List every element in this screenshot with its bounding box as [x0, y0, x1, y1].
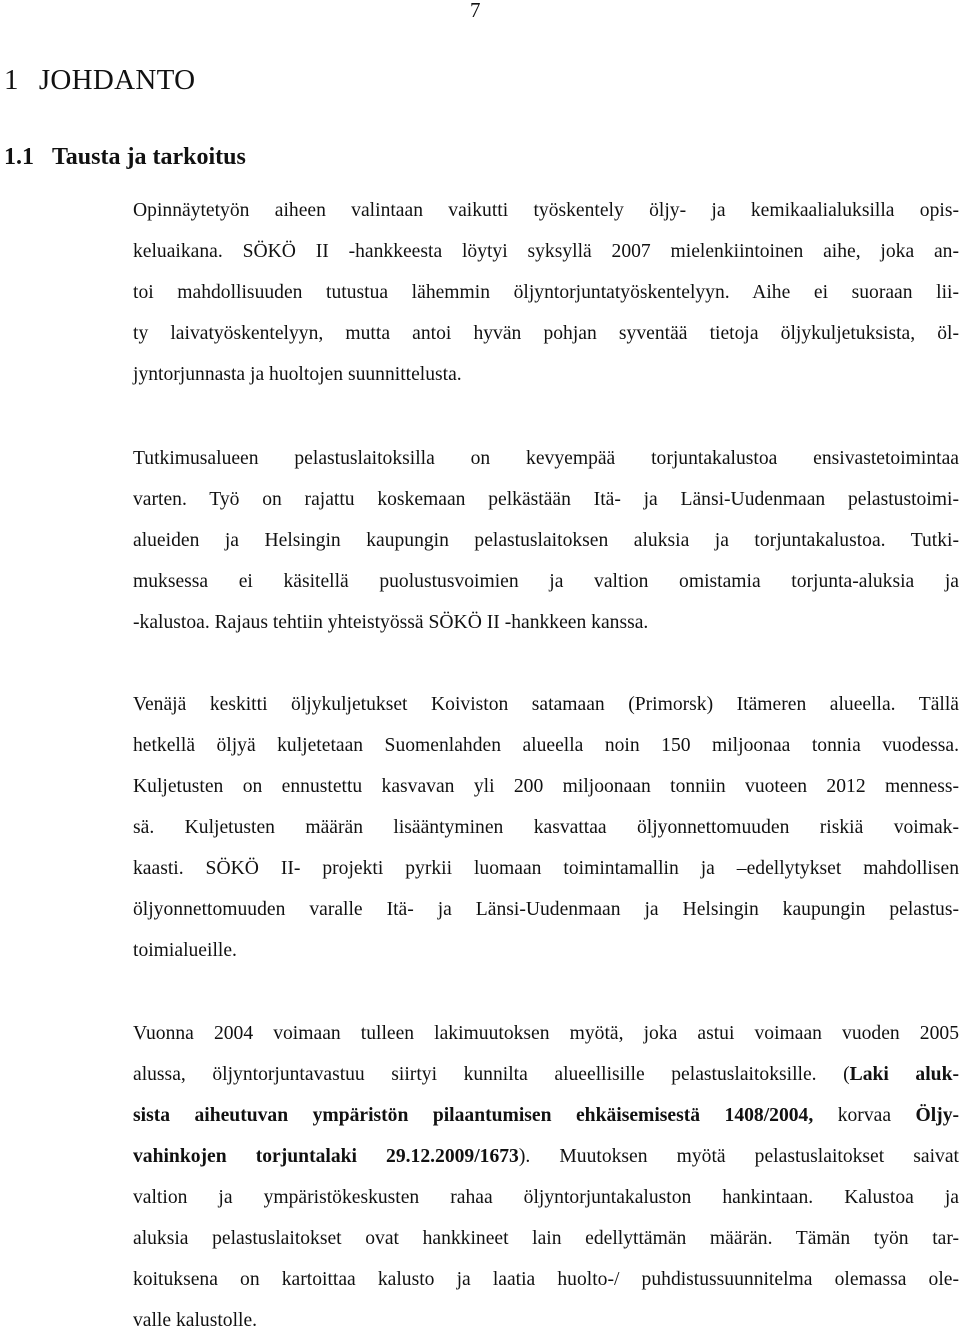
- paragraph-line: Kuljetusten on ennustettu kasvavan yli 200 miljoonaan tonniin vuoteen 2012 menness-: [133, 776, 959, 797]
- paragraph-4: [133, 1013, 959, 1341]
- law-citation: Öljy-: [915, 1105, 960, 1126]
- section-number: 1.1: [4, 144, 34, 170]
- paragraph-line: koituksena on kartoittaa kalusto ja laatia huolto-/ puhdistussuunnitelma olemassa ole-: [133, 1269, 959, 1290]
- paragraph-line: valtion ja ympäristökeskusten rahaa öljyntorjuntakaluston hankintaan. Kalustoa ja: [133, 1187, 959, 1208]
- paragraph-line: alueiden ja Helsingin kaupungin pelastuslaitoksen aluksia ja torjuntakalustoa. Tutki-: [133, 530, 959, 551]
- paragraph-line: ty laivatyöskentelyyn, mutta antoi hyvän pohjan syventää tietoja öljykuljetuksista, öl-: [133, 323, 959, 344]
- paragraph-line: muksessa ei käsitellä puolustusvoimien ja valtion omistamia torjunta-aluksia ja: [133, 571, 959, 592]
- paragraph-1: [133, 190, 959, 395]
- section-heading: [4, 144, 246, 171]
- paragraph-line: valle kalustolle.: [133, 1310, 258, 1331]
- page-number: 7: [470, 0, 481, 22]
- paragraph-line: kaasti. SÖKÖ II- projekti pyrkii luomaan toimintamallin ja –edellytykset mahdollisen: [133, 858, 959, 879]
- line-text: korvaa: [813, 1105, 916, 1126]
- chapter-number: 1: [4, 64, 19, 96]
- paragraph-line: Opinnäytetyön aiheen valintaan vaikutti työskentely öljy- ja kemikaalialuksilla opis-: [133, 200, 959, 221]
- paragraph-line: Vuonna 2004 voimaan tulleen lakimuutoksen myötä, joka astui voimaan vuoden 2005: [133, 1023, 959, 1044]
- paragraph-line: Venäjä keskitti öljykuljetukset Koiviston satamaan (Primorsk) Itämeren alueella. Tällä: [133, 694, 959, 715]
- paragraph-line: aluksia pelastuslaitokset ovat hankkineet lain edellyttämän määrän. Tämän työn tar-: [133, 1228, 959, 1249]
- paragraph-line: toimialueille.: [133, 940, 237, 961]
- paragraph-line: Tutkimusalueen pelastuslaitoksilla on kevyempää torjuntakalustoa ensivastetoimintaa: [133, 448, 959, 469]
- paragraph-line: öljyonnettomuuden varalle Itä- ja Länsi-Uudenmaan ja Helsingin kaupungin pelastus-: [133, 899, 959, 920]
- law-citation: sista aiheutuvan ympäristön pilaantumisen ehkäisemisestä 1408/2004,: [133, 1105, 814, 1126]
- line-text: alussa, öljyntorjuntavastuu siirtyi kunnilta alueellisille pelastuslaitoksille. (: [133, 1064, 850, 1085]
- line-text: ). Muutoksen myötä pelastuslaitokset saivat: [518, 1146, 959, 1167]
- chapter-heading: [4, 64, 195, 97]
- paragraph-line: varten. Työ on rajattu koskemaan pelkästään Itä- ja Länsi-Uudenmaan pelastustoimi-: [133, 489, 959, 510]
- paragraph-line: -kalustoa. Rajaus tehtiin yhteistyössä SÖKÖ II -hankkeen kanssa.: [133, 612, 649, 633]
- paragraph-2: [133, 438, 959, 643]
- paragraph-3: [133, 684, 959, 971]
- law-citation: vahinkojen torjuntalaki 29.12.2009/1673: [133, 1146, 519, 1167]
- paragraph-line: keluaikana. SÖKÖ II -hankkeesta löytyi syksyllä 2007 mielenkiintoinen aihe, joka an-: [133, 241, 959, 262]
- chapter-title: JOHDANTO: [38, 64, 196, 96]
- section-title: Tausta ja tarkoitus: [52, 144, 246, 170]
- paragraph-line: toi mahdollisuuden tutustua lähemmin öljyntorjuntatyöskentelyyn. Aihe ei suoraan lii-: [133, 282, 959, 303]
- paragraph-line: jyntorjunnasta ja huoltojen suunnittelusta.: [133, 364, 462, 385]
- paragraph-line: [133, 1136, 959, 1177]
- paragraph-line: [133, 1054, 959, 1095]
- paragraph-line: hetkellä öljyä kuljetetaan Suomenlahden alueella noin 150 miljoonaa tonnia vuodessa.: [133, 735, 959, 756]
- paragraph-line: sä. Kuljetusten määrän lisääntyminen kasvattaa öljyonnettomuuden riskiä voimak-: [133, 817, 959, 838]
- paragraph-line: [133, 1095, 959, 1136]
- law-citation: Laki aluk-: [849, 1064, 959, 1085]
